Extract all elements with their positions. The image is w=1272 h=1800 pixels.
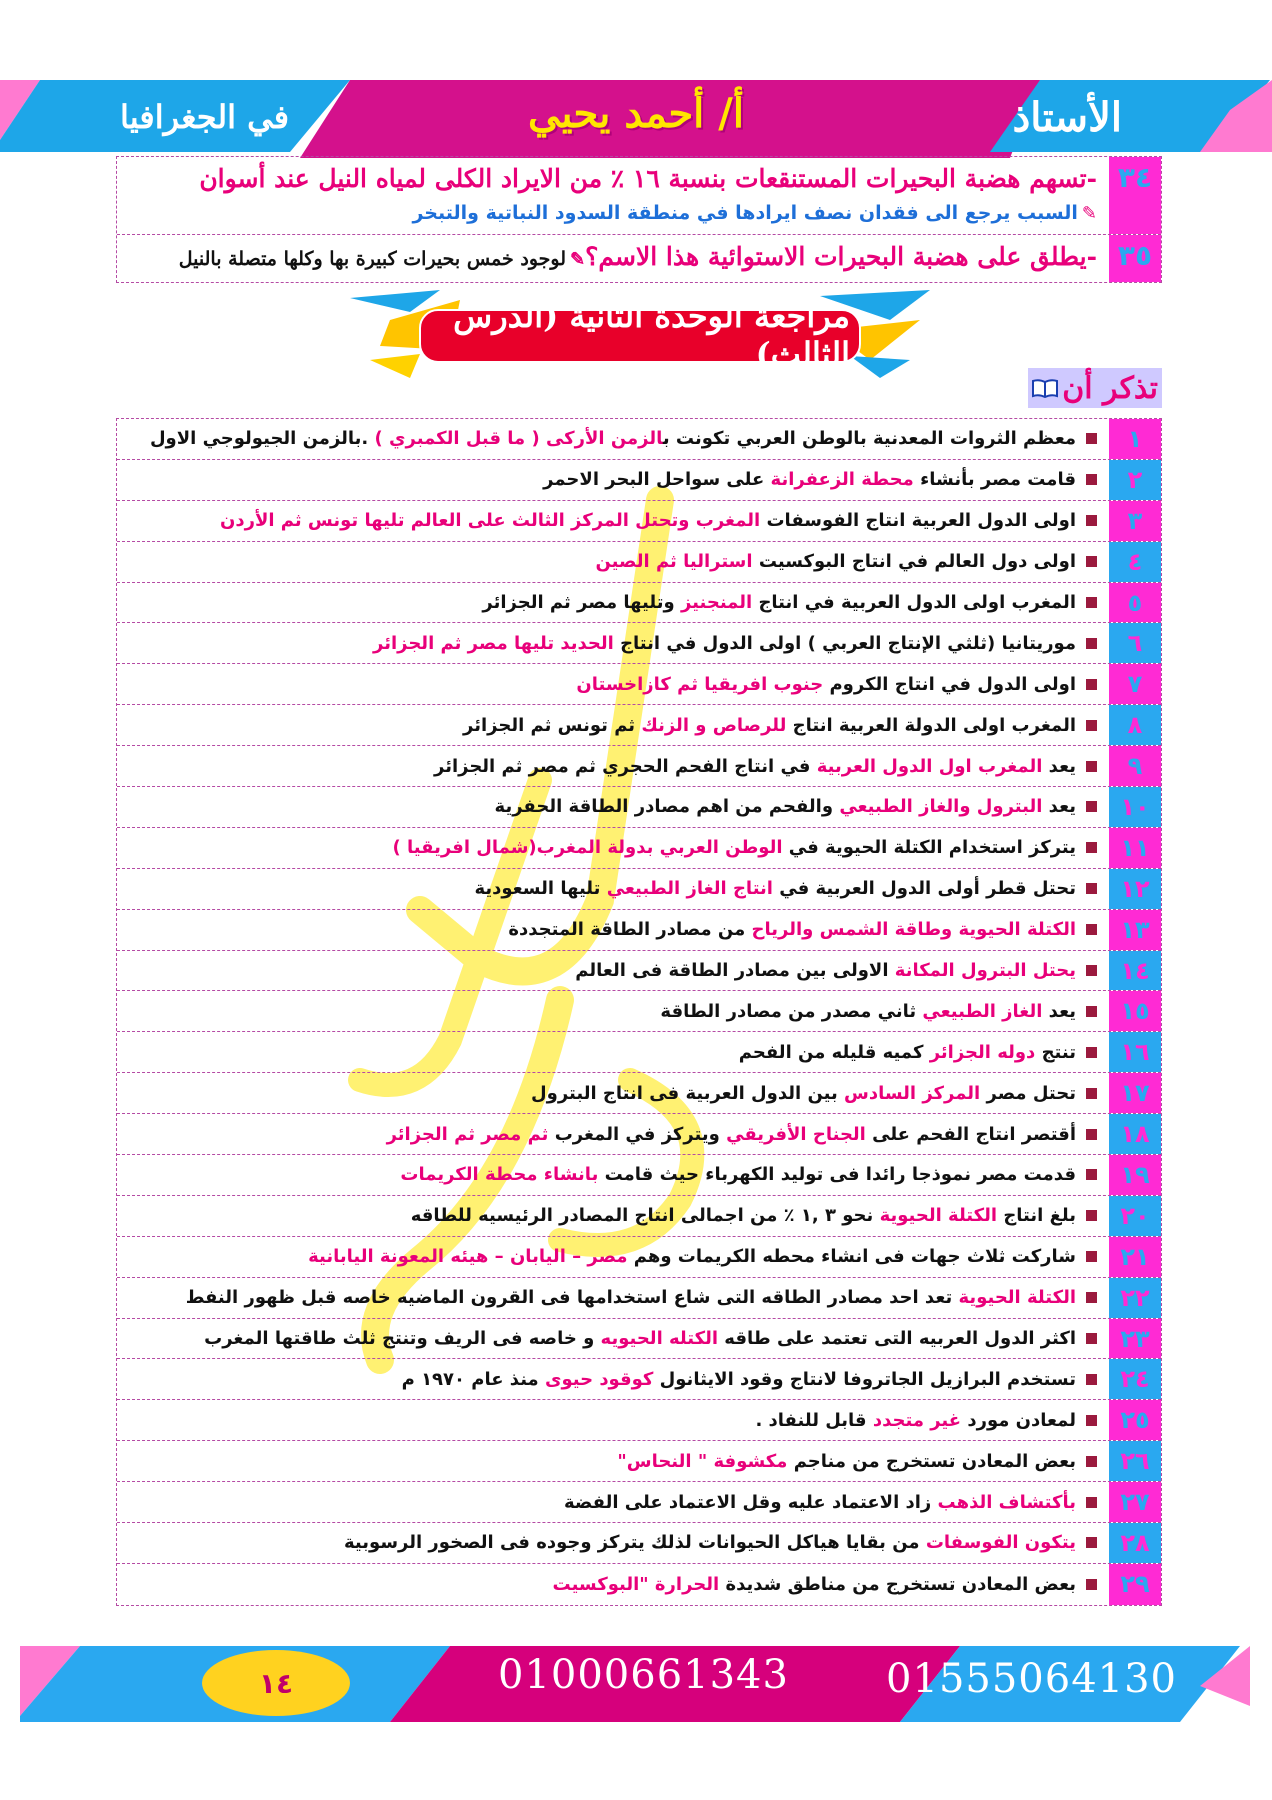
bullet-square-icon (1086, 1456, 1097, 1467)
item-text (117, 787, 1109, 827)
item-text (117, 583, 1109, 623)
remember-text: تذكر أن (1062, 370, 1158, 406)
item-number: ٣٥ (1109, 235, 1161, 282)
plain-text: تنتج (1035, 1041, 1076, 1063)
list-item (117, 828, 1161, 869)
item-text-content (411, 1205, 1076, 1226)
item-number: ١٩ (1109, 1155, 1161, 1195)
bullet-square-icon (1086, 1579, 1097, 1590)
list-item (117, 1114, 1161, 1155)
bullet-square-icon (1086, 1047, 1097, 1058)
bullet-square-icon (1086, 474, 1097, 485)
highlighted-text: مصر – اليابان – هيئه المعونة اليابانية (308, 1246, 628, 1268)
item-number: ١٤ (1109, 951, 1161, 991)
item-number: ١٠ (1109, 787, 1161, 827)
item-text (117, 501, 1109, 541)
plain-text: معظم الثروات المعدنية بالوطن العربي تكونت ب (662, 428, 1076, 450)
bullet-square-icon (1086, 556, 1097, 567)
list-item (117, 1155, 1161, 1196)
item-text-content (387, 1124, 1076, 1145)
highlighted-text: الكتلة الحيوية (879, 1205, 998, 1227)
list-item (117, 1073, 1161, 1114)
list-item (117, 951, 1161, 992)
highlighted-text: انتاج الغاز الطبيعي (606, 878, 773, 900)
item-text (117, 1114, 1109, 1154)
previous-items-box (116, 156, 1162, 283)
plain-text: كميه قليله من الفحم (738, 1041, 930, 1063)
highlighted-text: محطة الزعفرانة (770, 469, 914, 491)
list-item (117, 1032, 1161, 1073)
plain-text: من مصادر الطاقة المتجددة (508, 919, 752, 941)
bullet-square-icon (1086, 1210, 1097, 1221)
bullet-square-icon (1086, 515, 1097, 526)
plain-text: على سواحل البحر الاحمر (543, 469, 771, 491)
highlighted-text: مكشوفة " النحاس" (617, 1450, 788, 1472)
item-number: ١٥ (1109, 991, 1161, 1031)
plain-text: أقتصر انتاج الفحم على (865, 1123, 1076, 1145)
item-number: ٢٠ (1109, 1196, 1161, 1236)
item-text (117, 1359, 1109, 1399)
item-text: -تسهم هضبة البحيرات المستنقعات بنسبة ١٦ ٪ من الايراد الكلى لمياه النيل عند أسوان (199, 164, 1097, 193)
item-text (117, 1482, 1109, 1522)
plain-text: بلغ انتاج (997, 1205, 1076, 1227)
item-text (117, 746, 1109, 786)
highlighted-text: المنجنيز (680, 592, 753, 613)
highlighted-text: غير متجدد (872, 1409, 962, 1431)
facts-list (116, 418, 1162, 1606)
bullet-square-icon (1086, 433, 1097, 444)
bullet-square-icon (1086, 761, 1097, 772)
item-body (117, 157, 1109, 234)
list-item (117, 542, 1161, 583)
plain-text: قامت مصر بأنشاء (913, 469, 1076, 491)
item-text (117, 1441, 1109, 1481)
plain-text: من بقايا هياكل الحيوانات لذلك يتركز وجوده فى الصخور الرسوبية (344, 1532, 926, 1554)
plain-text: منذ عام ١٩٧٠ م (401, 1368, 545, 1390)
item-text-content (393, 837, 1076, 858)
item-note (125, 197, 1097, 230)
item-text (117, 1523, 1109, 1563)
list-item (117, 705, 1161, 746)
bullet-square-icon (1086, 679, 1097, 690)
item-number: ١٨ (1109, 1114, 1161, 1154)
item-number: ٧ (1109, 664, 1161, 704)
item-text: -يطلق على هضبة البحيرات الاستوائية هذا الاسم؟ (585, 242, 1097, 271)
plain-text: وتليها مصر ثم الجزائر (482, 592, 681, 613)
item-text (117, 1032, 1109, 1072)
plain-text: المغرب اولى الدول العربية في انتاج (752, 592, 1076, 613)
plain-text: في انتاج الفحم الحجري ثم مصر ثم الجزائر (434, 755, 817, 777)
item-number: ١ (1109, 419, 1161, 459)
highlighted-text: المركز السادس (844, 1082, 981, 1104)
plain-text: ثاني مصدر من مصادر الطاقة (660, 1000, 923, 1022)
item-number: ٢٧ (1109, 1482, 1161, 1522)
item-number: ٢ (1109, 460, 1161, 500)
list-item (117, 1564, 1161, 1605)
bullet-square-icon (1086, 1088, 1097, 1099)
item-text-content (739, 1042, 1076, 1063)
item-text-content (482, 592, 1076, 613)
plain-text: تعد احد مصادر الطاقه التى شاع استخدامها فى القرون الماضيه خاصه قبل ظهور النفط (185, 1287, 959, 1309)
plain-text: والفحم من اهم مصادر الطاقة الحفرية (494, 796, 840, 818)
plain-text: يعد (1042, 796, 1076, 818)
item-number: ٩ (1109, 746, 1161, 786)
plain-text: قدمت مصر نموذجا رائدا فى توليد الكهرباء حيث قامت (598, 1164, 1076, 1186)
plain-text: نحو ٣ ,١ ٪ من اجمالى انتاج المصادر الرئيسيه للطاقه (410, 1205, 880, 1227)
phone-number-secondary: 01000661343 (498, 1652, 789, 1698)
highlighted-text: المغرب وتحتل المركز الثالث على العالم تليها تونس ثم الأردن (219, 510, 761, 532)
plain-text: زاد الاعتماد عليه وقل الاعتماد على الفضة (564, 1491, 938, 1513)
plain-text: يعد (1042, 755, 1076, 777)
item-text (117, 1278, 1109, 1318)
item-text (117, 1400, 1109, 1440)
footer-banner (0, 1646, 1272, 1722)
item-number: ٢٥ (1109, 1400, 1161, 1440)
highlighted-text: استراليا ثم الصين (595, 551, 753, 573)
highlighted-text: الكتلة الحيوية وطاقة الشمس والرياح (751, 919, 1076, 941)
item-number: ١٢ (1109, 869, 1161, 909)
item-text (117, 542, 1109, 582)
item-text (117, 991, 1109, 1031)
item-number: ٣ (1109, 501, 1161, 541)
bullet-square-icon (1086, 965, 1097, 976)
list-item (117, 664, 1161, 705)
item-number: ٢٤ (1109, 1359, 1161, 1399)
highlighted-text: دوله الجزائر (929, 1041, 1036, 1063)
list-item (117, 1400, 1161, 1441)
plain-text: اولى الدول العربية انتاج الفوسفات (760, 510, 1076, 532)
section-banner (350, 290, 930, 380)
item-text-content (204, 1328, 1076, 1349)
bullet-square-icon (1086, 1415, 1097, 1426)
list-item (117, 869, 1161, 910)
item-number: ٢٨ (1109, 1523, 1161, 1563)
item-text-content (508, 919, 1076, 940)
list-item (117, 746, 1161, 787)
item-text (117, 1155, 1109, 1195)
item-text-content (755, 1410, 1076, 1431)
list-item (117, 910, 1161, 951)
item-number: ٢٩ (1109, 1564, 1161, 1605)
list-item (117, 1523, 1161, 1564)
teacher-label: الأستاذ (1012, 94, 1122, 141)
bullet-square-icon (1086, 883, 1097, 894)
bullet-square-icon (1086, 720, 1097, 731)
bullet-square-icon (1086, 842, 1097, 853)
bullet-square-icon (1086, 1129, 1097, 1140)
highlighted-text: الكتلة الحيوية (958, 1287, 1076, 1309)
highlighted-text: للرصاص و الزنك (641, 714, 787, 736)
item-number: ١٦ (1109, 1032, 1161, 1072)
plain-text: تليها السعودية (474, 878, 607, 900)
item-text (117, 623, 1109, 663)
item-text (117, 951, 1109, 991)
plain-text: و خاصه فى الريف و (416, 1328, 601, 1350)
item-number: ٦ (1109, 623, 1161, 663)
item-text (117, 705, 1109, 745)
book-icon (1032, 378, 1058, 398)
highlighted-text: جنوب افريقيا ثم كازاخستان (576, 673, 824, 695)
highlighted-text: الحرارة "البوكسيت (552, 1573, 720, 1595)
highlighted-text: الحديد تليها مصر ثم الجزائر (373, 632, 614, 654)
plain-text: موريتانيا (ثلثي الإنتاج العربي ) اولى الدول في انتاج (613, 632, 1076, 654)
bullet-square-icon (1086, 1169, 1097, 1180)
item-number: ١٣ (1109, 910, 1161, 950)
list-item (117, 1237, 1161, 1278)
item-text (117, 664, 1109, 704)
bullet-square-icon (1086, 1537, 1097, 1548)
highlighted-text: بانشاء محطة الكريمات (400, 1164, 599, 1186)
plain-text: تحتل قطر أولى الدول العربية في (772, 878, 1076, 900)
highlighted-text: الوطن العربي بدولة المغرب(شمال افريقيا ) (392, 837, 783, 859)
plain-text: ثم تونس ثم الجزائر (463, 714, 642, 736)
item-text (117, 1564, 1109, 1605)
highlighted-text: كوقود حيوى (544, 1368, 654, 1390)
list-item (117, 1278, 1161, 1319)
item-text (117, 828, 1109, 868)
item-text-content (402, 1369, 1076, 1390)
plain-text: تنتج ثلث طاقتها المغرب (204, 1328, 417, 1350)
plain-text: بعض المعادن تستخرج من مناجم (787, 1450, 1076, 1472)
item-text (117, 1237, 1109, 1277)
item-text-content (150, 428, 1076, 449)
item-text-content (595, 551, 1076, 572)
item-text-content (344, 1532, 1076, 1553)
item-number: ٢٢ (1109, 1278, 1161, 1318)
list-item (117, 1482, 1161, 1523)
bullet-square-icon (1086, 1374, 1097, 1385)
highlighted-text: بأكتشاف الذهب (937, 1491, 1076, 1513)
bullet-square-icon (1086, 1497, 1097, 1508)
item-number: ١١ (1109, 828, 1161, 868)
list-item (117, 583, 1161, 624)
plain-text: تستخدم البرازيل الجاتروفا لانتاج وقود الايثانول (653, 1368, 1076, 1390)
remember-label (1028, 368, 1162, 408)
item-text-content (308, 1246, 1076, 1267)
bullet-square-icon (1086, 801, 1097, 812)
highlighted-text: البترول والغاز الطبيعي (839, 796, 1043, 818)
item-number: ٢١ (1109, 1237, 1161, 1277)
bullet-square-icon (1086, 1251, 1097, 1262)
list-item (117, 419, 1161, 460)
item-text (117, 910, 1109, 950)
item-text-content (553, 1574, 1076, 1595)
highlighted-text: المغرب اول الدول العربية (816, 755, 1043, 777)
page-number: ١٤ (202, 1650, 350, 1716)
item-number: ١٧ (1109, 1073, 1161, 1113)
bullet-square-icon (1086, 1292, 1097, 1303)
plain-text: ويتركز في المغرب (548, 1123, 727, 1145)
list-item (117, 157, 1161, 235)
highlighted-text: يتكون الفوسفات (925, 1532, 1076, 1554)
phone-number-primary: 01555064130 (886, 1656, 1177, 1702)
plain-text: بعض المعادن تستخرج من مناطق شديدة (719, 1573, 1076, 1595)
plain-text: يعد (1042, 1000, 1076, 1022)
item-text (117, 1319, 1109, 1359)
section-title: مراجعة الوحدة الثانية (الدرس الثالث) (453, 297, 850, 373)
plain-text: لمعادن مورد (961, 1409, 1076, 1431)
item-text-content (220, 510, 1076, 531)
list-item (117, 501, 1161, 542)
item-note-text: السبب يرجع الى فقدان نصف ايرادها في منطقة السدود النباتية والتبخر (412, 202, 1078, 224)
item-body (117, 235, 1109, 282)
item-text-wrap (125, 239, 1097, 278)
item-text-content (564, 1492, 1076, 1513)
list-item (117, 460, 1161, 501)
pen-icon: ✎ (1081, 203, 1097, 224)
bullet-square-icon (1086, 1006, 1097, 1017)
teacher-name: أ/ أحمد يحيي (528, 90, 744, 137)
plain-text: يتركز استخدام الكتلة الحيوية في (782, 837, 1076, 859)
item-text (117, 869, 1109, 909)
item-number: ٢٦ (1109, 1441, 1161, 1481)
item-text-content (474, 878, 1076, 899)
item-text-content (576, 674, 1076, 695)
item-text-content (575, 960, 1076, 981)
bullet-square-icon (1086, 1333, 1097, 1344)
highlighted-text: الكتله الحيويه (600, 1328, 719, 1350)
item-text-content (495, 796, 1076, 817)
highlighted-text: الزمن الأركى ( ما قبل الكمبري ) (374, 428, 663, 450)
list-item (117, 1196, 1161, 1237)
item-number: ٣٤ (1109, 157, 1161, 234)
list-item (117, 623, 1161, 664)
plain-text: .بالزمن الجيولوجي الاول (149, 428, 375, 450)
plain-text: قابل للنفاد . (755, 1409, 873, 1431)
plain-text: اولى الدول في انتاج الكروم (823, 673, 1076, 695)
item-number: ٤ (1109, 542, 1161, 582)
plain-text: اكثر الدول العربيه التى تعتمد على طاقه (718, 1328, 1076, 1350)
list-item (117, 235, 1161, 282)
plain-text: تحتل مصر (980, 1082, 1076, 1104)
list-item (117, 1319, 1161, 1360)
item-text-content (660, 1001, 1076, 1022)
item-text (117, 460, 1109, 500)
subject-label: في الجغرافيا (120, 98, 290, 136)
plain-text: شاركت ثلاث جهات فى انشاء محطه الكريمات وهم (627, 1246, 1076, 1268)
item-text-content (186, 1287, 1076, 1308)
item-text (117, 419, 1109, 459)
item-text (117, 1196, 1109, 1236)
list-item (117, 991, 1161, 1032)
list-item (117, 1441, 1161, 1482)
plain-text: بين الدول العربية فى انتاج البترول (531, 1082, 845, 1104)
list-item (117, 787, 1161, 828)
highlighted-text: الغاز الطبيعي (922, 1000, 1043, 1022)
bullet-square-icon (1086, 924, 1097, 935)
list-item (117, 1359, 1161, 1400)
item-text-content (463, 715, 1076, 736)
plain-text: الاولى بين مصادر الطاقة فى العالم (575, 960, 895, 982)
item-text-content (531, 1083, 1076, 1104)
pen-icon: ✎ (570, 249, 586, 270)
item-text-content (543, 469, 1076, 490)
header-banner (0, 80, 1272, 158)
item-number: ٥ (1109, 583, 1161, 623)
item-text (117, 1073, 1109, 1113)
item-note-text: لوجود خمس بحيرات كبيرة بها وكلها متصلة بالنيل (178, 248, 567, 270)
plain-text: المغرب اولى الدولة العربية انتاج (786, 714, 1076, 736)
highlighted-text: الجناح الأفريقي (726, 1123, 866, 1145)
item-text-content (617, 1451, 1076, 1472)
item-text-content (434, 756, 1076, 777)
highlighted-text: ثم مصر ثم الجزائر (386, 1123, 549, 1145)
bullet-square-icon (1086, 597, 1097, 608)
highlighted-text: يحتل البترول المكانة (894, 960, 1076, 982)
plain-text: اولى دول العالم في انتاج البوكسيت (752, 551, 1076, 573)
item-text-content (400, 1164, 1076, 1185)
item-number: ٨ (1109, 705, 1161, 745)
item-text-content (373, 633, 1076, 654)
bullet-square-icon (1086, 638, 1097, 649)
item-number: ٢٣ (1109, 1319, 1161, 1359)
